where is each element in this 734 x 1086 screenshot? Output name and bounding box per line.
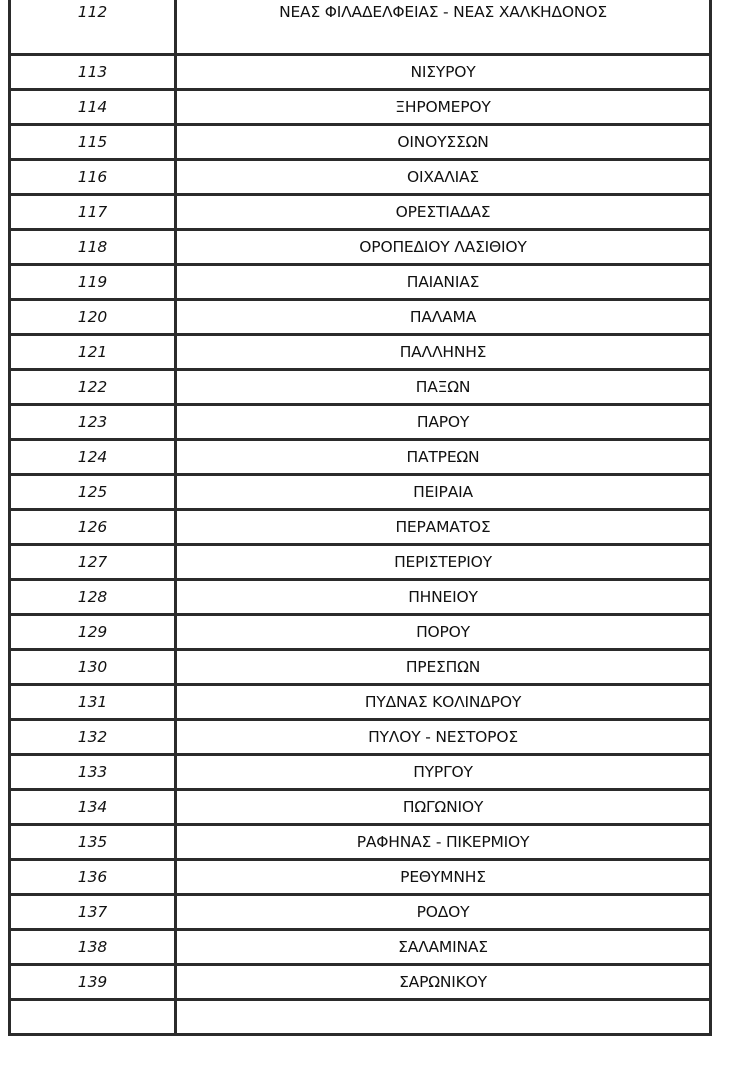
table-row xyxy=(10,930,711,965)
table-row xyxy=(10,580,711,615)
municipality-name-cell xyxy=(176,1000,711,1035)
municipality-name-cell: ΠΑΡΟΥ xyxy=(176,405,711,440)
table-row xyxy=(10,475,711,510)
municipality-name-cell: ΝΙΣΥΡΟΥ xyxy=(176,55,711,90)
row-number-cell: 124 xyxy=(10,440,176,475)
municipality-name-cell: ΠΥΡΓΟΥ xyxy=(176,755,711,790)
table-row xyxy=(10,230,711,265)
row-number-cell: 139 xyxy=(10,965,176,1000)
row-number-cell: 112 xyxy=(10,0,176,55)
table-row xyxy=(10,405,711,440)
municipality-name-cell: ΡΟΔΟΥ xyxy=(176,895,711,930)
row-number-cell: 134 xyxy=(10,790,176,825)
municipality-name-cell: ΠΥΔΝΑΣ ΚΟΛΙΝΔΡΟΥ xyxy=(176,685,711,720)
table-row xyxy=(10,685,711,720)
municipality-name-cell: ΟΡΕΣΤΙΑΔΑΣ xyxy=(176,195,711,230)
table-row xyxy=(10,895,711,930)
table-row xyxy=(10,755,711,790)
table-row xyxy=(10,1000,711,1035)
row-number-cell: 119 xyxy=(10,265,176,300)
municipality-name-cell: ΠΩΓΩΝΙΟΥ xyxy=(176,790,711,825)
municipality-name-cell: ΠΕΡΙΣΤΕΡΙΟΥ xyxy=(176,545,711,580)
row-number-cell: 136 xyxy=(10,860,176,895)
municipality-name-cell: ΡΑΦΗΝΑΣ - ΠΙΚΕΡΜΙΟΥ xyxy=(176,825,711,860)
table-row xyxy=(10,720,711,755)
row-number-cell: 117 xyxy=(10,195,176,230)
row-number-cell: 137 xyxy=(10,895,176,930)
municipality-name-cell: ΞΗΡΟΜΕΡΟΥ xyxy=(176,90,711,125)
table-row xyxy=(10,545,711,580)
row-number-cell: 114 xyxy=(10,90,176,125)
table-row xyxy=(10,965,711,1000)
municipality-name-cell: ΟΡΟΠΕΔΙΟΥ ΛΑΣΙΘΙΟΥ xyxy=(176,230,711,265)
municipality-name-cell: ΠΡΕΣΠΩΝ xyxy=(176,650,711,685)
table-row xyxy=(10,125,711,160)
table-body xyxy=(10,0,711,1035)
table-row xyxy=(10,300,711,335)
row-number-cell: 123 xyxy=(10,405,176,440)
municipality-name-cell: ΠΑΛΑΜΑ xyxy=(176,300,711,335)
row-number-cell: 120 xyxy=(10,300,176,335)
table-row xyxy=(10,790,711,825)
table-row xyxy=(10,370,711,405)
row-number-cell: 129 xyxy=(10,615,176,650)
municipality-name-cell: ΠΟΡΟΥ xyxy=(176,615,711,650)
table-row xyxy=(10,825,711,860)
row-number-cell: 115 xyxy=(10,125,176,160)
municipality-name-cell: ΠΥΛΟΥ - ΝΕΣΤΟΡΟΣ xyxy=(176,720,711,755)
municipality-name-cell: ΠΑΙΑΝΙΑΣ xyxy=(176,265,711,300)
table-row xyxy=(10,615,711,650)
row-number-cell: 122 xyxy=(10,370,176,405)
row-number-cell: 128 xyxy=(10,580,176,615)
municipality-name-cell: ΡΕΘΥΜΝΗΣ xyxy=(176,860,711,895)
table-row xyxy=(10,90,711,125)
table-row xyxy=(10,55,711,90)
row-number-cell: 127 xyxy=(10,545,176,580)
municipality-name-cell: ΠΑΛΛΗΝΗΣ xyxy=(176,335,711,370)
municipality-name-cell: ΟΙΧΑΛΙΑΣ xyxy=(176,160,711,195)
table-row xyxy=(10,440,711,475)
municipality-name-cell: ΣΑΛΑΜΙΝΑΣ xyxy=(176,930,711,965)
row-number-cell xyxy=(10,1000,176,1035)
row-number-cell: 125 xyxy=(10,475,176,510)
row-number-cell: 126 xyxy=(10,510,176,545)
table-row xyxy=(10,265,711,300)
municipality-name-cell: ΝΕΑΣ ΦΙΛΑΔΕΛΦΕΙΑΣ - ΝΕΑΣ ΧΑΛΚΗΔΟΝΟΣ xyxy=(176,0,711,55)
municipality-name-cell: ΠΗΝΕΙΟΥ xyxy=(176,580,711,615)
municipality-name-cell: ΣΑΡΩΝΙΚΟΥ xyxy=(176,965,711,1000)
row-number-cell: 135 xyxy=(10,825,176,860)
municipality-name-cell: ΠΕΡΑΜΑΤΟΣ xyxy=(176,510,711,545)
row-number-cell: 121 xyxy=(10,335,176,370)
row-number-cell: 118 xyxy=(10,230,176,265)
municipality-name-cell: ΠΑΤΡΕΩΝ xyxy=(176,440,711,475)
row-number-cell: 133 xyxy=(10,755,176,790)
municipality-table xyxy=(8,0,712,1036)
table-row xyxy=(10,860,711,895)
row-number-cell: 138 xyxy=(10,930,176,965)
municipality-name-cell: ΟΙΝΟΥΣΣΩΝ xyxy=(176,125,711,160)
row-number-cell: 130 xyxy=(10,650,176,685)
municipality-name-cell: ΠΕΙΡΑΙΑ xyxy=(176,475,711,510)
municipality-name-cell: ΠΑΞΩΝ xyxy=(176,370,711,405)
row-number-cell: 132 xyxy=(10,720,176,755)
table-row xyxy=(10,335,711,370)
table-row xyxy=(10,650,711,685)
table-row xyxy=(10,0,711,55)
table-row xyxy=(10,195,711,230)
table-row xyxy=(10,160,711,195)
row-number-cell: 131 xyxy=(10,685,176,720)
table-row xyxy=(10,510,711,545)
document-sheet xyxy=(8,0,712,1036)
row-number-cell: 116 xyxy=(10,160,176,195)
row-number-cell: 113 xyxy=(10,55,176,90)
